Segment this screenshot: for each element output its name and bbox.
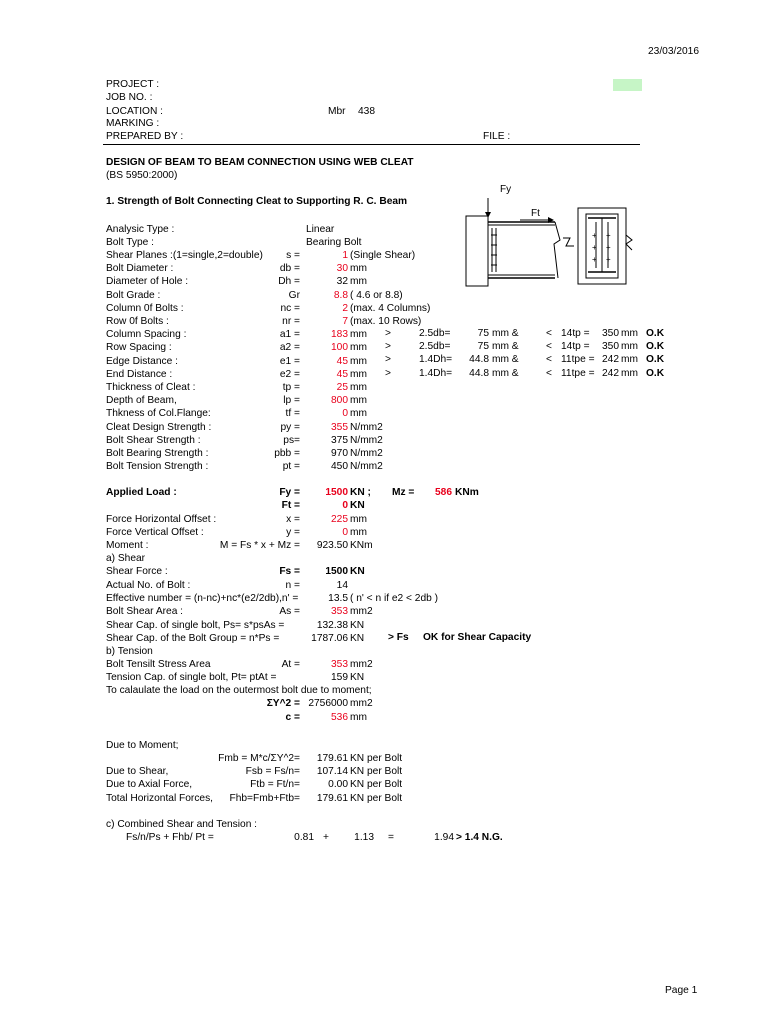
row-label: Shear Planes :(1=single,2=double)	[106, 250, 263, 261]
row-symbol: y =	[286, 527, 300, 539]
row-unit: mm	[350, 527, 367, 539]
force-unit: KN per Bolt	[350, 753, 403, 764]
mz-unit: KNm	[455, 487, 479, 498]
check-unit2: mm	[621, 354, 638, 366]
svg-text:+: +	[606, 255, 611, 264]
row-symbol: a1 =	[279, 329, 300, 341]
svg-text:+: +	[592, 243, 597, 252]
force-label: Due to Shear,	[106, 766, 169, 778]
analysis-type-value: Linear	[306, 224, 335, 235]
svg-text:+: +	[592, 255, 597, 264]
check-value2: 242	[602, 354, 619, 366]
file-label: FILE :	[483, 131, 511, 142]
check-lt: <	[546, 328, 552, 339]
check-unit1: mm &	[492, 367, 519, 379]
row-value: 14	[336, 580, 348, 591]
row-value: 225	[331, 514, 348, 525]
check-rule2: 11tpe =	[561, 367, 595, 379]
row-symbol: lp =	[283, 395, 300, 407]
check-value1: 75	[477, 328, 489, 339]
row-value: 100	[331, 342, 348, 354]
force-value: 0.00	[328, 779, 348, 791]
check-unit1: mm &	[492, 341, 519, 353]
row-symbol: tf =	[285, 408, 300, 420]
check-ok: O.K	[646, 341, 665, 353]
svg-text:+: +	[592, 231, 597, 240]
row-unit: mm	[350, 276, 367, 288]
row-unit: mm	[350, 342, 367, 354]
check-value1: 75	[477, 341, 489, 353]
mbr-label: Mbr	[328, 106, 346, 117]
standard-ref: (BS 5950:2000)	[106, 170, 178, 181]
document-title: DESIGN OF BEAM TO BEAM CONNECTION USING WEB CLEAT	[106, 157, 414, 168]
row-label: Tension Cap. of single bolt, Pt= ptAt =	[106, 672, 277, 684]
row-value: 353	[331, 659, 348, 670]
header-rule	[103, 144, 640, 145]
row-symbol: e2 =	[279, 368, 300, 380]
check-ok: O.K	[646, 354, 665, 366]
row-symbol: py =	[280, 421, 300, 433]
page-number: Page 1	[665, 985, 698, 996]
bolt-type-value: Bearing Bolt	[306, 237, 362, 248]
combined-total: 1.94	[434, 832, 454, 843]
shear-heading: a) Shear	[106, 553, 146, 564]
row-label: Column 0f Bolts :	[106, 302, 184, 314]
row-label: Bolt Grade :	[106, 289, 161, 301]
row-unit: (max. 10 Rows)	[350, 316, 422, 327]
row-value: 1787.06	[311, 632, 348, 644]
ft-unit: KN	[350, 500, 365, 511]
shear-result-symbol: > Fs	[388, 632, 409, 643]
row-value: 0	[342, 527, 348, 539]
row-value: 375	[331, 434, 348, 446]
check-rule: 2.5db=	[419, 341, 451, 353]
force-label: Total Horizontal Forces,	[106, 792, 214, 804]
row-unit: mm	[350, 382, 367, 393]
combined-result: > 1.4 N.G.	[456, 832, 503, 843]
row-unit: KN	[350, 619, 365, 631]
svg-text:+: +	[606, 231, 611, 240]
moment-heading: Due to Moment;	[106, 740, 179, 751]
check-gt: >	[385, 354, 391, 366]
row-symbol: Dh =	[278, 276, 300, 288]
mbr-value: 438	[358, 106, 375, 117]
mz-symbol: Mz =	[392, 487, 415, 498]
tension-note: To calaulate the load on the outermost bolt due to moment;	[106, 685, 372, 696]
row-value: 13.5	[328, 593, 348, 605]
row-label: Cleat Design Strength :	[106, 421, 212, 433]
check-unit1: mm &	[492, 354, 519, 366]
row-value: 355	[331, 421, 348, 433]
row-label: Shear Cap. of the Bolt Group = n*Ps =	[106, 632, 280, 644]
row-label: Thickness of Cleat :	[106, 382, 196, 393]
location-label: LOCATION :	[106, 106, 163, 117]
row-unit: mm	[350, 395, 367, 407]
row-label: Bolt Tensilt Stress Area	[106, 659, 211, 670]
row-value: 2	[342, 302, 348, 314]
combined-v1: 0.81	[294, 832, 314, 843]
row-value: 132.38	[316, 619, 348, 631]
shear-force-label: Shear Force :	[106, 566, 168, 577]
sum-y2-value: 2756000	[308, 698, 348, 709]
row-symbol: nc =	[280, 302, 300, 314]
row-label: Shear Cap. of single bolt, Ps= s*psAs =	[106, 619, 285, 631]
row-unit: mm	[350, 408, 367, 420]
row-symbol: M = Fs * x + Mz =	[219, 540, 300, 552]
row-unit: KN	[350, 672, 365, 684]
check-rule2: 14tp =	[561, 341, 590, 353]
c-symbol: c =	[285, 712, 300, 723]
row-unit: N/mm2	[350, 461, 383, 473]
shear-result-text: OK for Shear Capacity	[423, 632, 532, 643]
fy-label: Fy	[500, 184, 512, 195]
force-symbol: Fmb = M*c/ΣY^2=	[218, 753, 300, 764]
force-symbol: Ftb = Ft/n=	[250, 779, 300, 791]
row-unit: (Single Shear)	[350, 250, 416, 261]
row-label: Moment :	[106, 540, 149, 552]
force-symbol: Fsb = Fs/n=	[245, 766, 300, 778]
applied-load-label: Applied Load :	[106, 487, 177, 498]
check-rule: 2.5db=	[419, 328, 451, 339]
force-value: 179.61	[316, 792, 348, 804]
check-lt: <	[546, 367, 552, 379]
row-value: 45	[336, 368, 348, 380]
row-unit: ( 4.6 or 8.8)	[350, 289, 403, 301]
project-label: PROJECT :	[106, 79, 160, 90]
row-symbol: Gr	[288, 289, 300, 301]
row-unit: KN	[350, 632, 365, 644]
check-value2: 350	[602, 341, 619, 353]
row-label: Row Spacing :	[106, 342, 172, 354]
row-value: 32	[336, 276, 348, 288]
highlight-cell	[613, 79, 642, 91]
sum-y2-symbol: ΣY^2 =	[266, 698, 300, 709]
row-symbol: db =	[279, 263, 300, 275]
row-unit: mm	[350, 368, 367, 380]
row-symbol: nr =	[282, 316, 300, 327]
row-label: Bolt Bearing Strength :	[106, 448, 209, 459]
check-unit2: mm	[621, 328, 638, 339]
force-unit: KN per Bolt	[350, 792, 403, 804]
marking-label: MARKING :	[106, 118, 160, 129]
row-label: End Distance :	[106, 368, 173, 380]
check-rule2: 11tpe =	[561, 354, 595, 366]
shear-force-symbol: Fs =	[279, 566, 300, 577]
row-unit: N/mm2	[350, 434, 383, 446]
row-label: Column Spacing :	[106, 329, 187, 341]
row-unit: mm	[350, 329, 367, 341]
row-unit: mm2	[350, 606, 373, 618]
row-symbol: ps=	[283, 434, 300, 446]
row-unit: mm2	[350, 659, 373, 670]
row-value: 7	[342, 316, 348, 327]
row-label: Bolt Shear Area :	[106, 606, 184, 618]
row-unit: N/mm2	[350, 421, 383, 433]
row-label: Edge Distance :	[106, 355, 178, 367]
check-lt: <	[546, 341, 552, 353]
check-unit2: mm	[621, 367, 638, 379]
combined-plus: +	[323, 832, 329, 843]
row-value: 25	[336, 382, 348, 393]
row-unit: N/mm2	[350, 448, 383, 459]
force-unit: KN per Bolt	[350, 779, 403, 791]
fy-unit: KN ;	[350, 487, 371, 498]
force-unit: KN per Bolt	[350, 766, 403, 778]
check-value2: 350	[602, 328, 619, 339]
combined-eq: =	[388, 832, 394, 843]
check-unit2: mm	[621, 341, 638, 353]
check-rule2: 14tp =	[561, 328, 590, 339]
c-unit: mm	[350, 712, 367, 723]
row-value: 923.50	[316, 540, 348, 552]
check-gt: >	[385, 367, 391, 379]
date: 23/03/2016	[648, 46, 699, 57]
row-unit: ( n' < n if e2 < 2db )	[350, 593, 439, 605]
c-value: 536	[331, 712, 348, 723]
row-unit: mm	[350, 263, 367, 275]
row-label: Depth of Beam,	[106, 395, 177, 407]
row-value: 353	[331, 606, 348, 618]
combined-v2: 1.13	[354, 832, 374, 843]
row-label: Thkness of Col.Flange:	[106, 408, 211, 420]
row-value: 800	[331, 395, 348, 407]
row-label: Effective number = (n-nc)+nc*(e2/2db),n' =	[106, 593, 299, 605]
row-unit: mm	[350, 514, 367, 525]
row-value: 183	[331, 329, 348, 341]
check-value1: 44.8	[469, 367, 489, 379]
row-value: 450	[331, 461, 348, 473]
row-value: 45	[336, 355, 348, 367]
ft-symbol: Ft =	[281, 500, 300, 511]
connection-diagram	[460, 180, 640, 290]
combined-heading: c) Combined Shear and Tension :	[106, 819, 258, 830]
row-symbol: n =	[285, 580, 300, 591]
row-label: Force Vertical Offset :	[106, 527, 204, 539]
row-label: Bolt Tension Strength :	[106, 461, 209, 473]
row-unit: mm	[350, 355, 367, 367]
row-symbol: a2 =	[279, 342, 300, 354]
check-rule: 1.4Dh=	[419, 367, 453, 379]
row-label: Bolt Shear Strength :	[106, 434, 201, 446]
check-lt: <	[546, 354, 552, 366]
row-symbol: x =	[286, 514, 300, 525]
row-symbol: tp =	[282, 382, 300, 393]
check-gt: >	[385, 341, 391, 353]
ft-value: 0	[342, 500, 348, 511]
force-symbol: Fhb=Fmb+Ftb=	[229, 792, 300, 804]
combined-formula: Fs/n/Ps + Fhb/ Pt =	[126, 832, 214, 843]
force-label: Due to Axial Force,	[106, 779, 193, 791]
analysis-type-label: Analysic Type :	[106, 224, 175, 235]
row-label: Bolt Diameter :	[106, 263, 174, 275]
row-unit: KNm	[350, 540, 373, 552]
job-no-label: JOB NO. :	[106, 92, 153, 103]
row-value: 1	[342, 250, 348, 261]
section1-title: 1. Strength of Bolt Connecting Cleat to Supporting R. C. Beam	[106, 196, 408, 207]
row-label: Diameter of Hole :	[106, 276, 189, 288]
row-value: 159	[331, 672, 348, 684]
row-symbol: pt =	[282, 461, 300, 473]
check-gt: >	[385, 328, 391, 339]
sum-y2-unit: mm2	[350, 698, 373, 709]
check-ok: O.K	[646, 367, 665, 379]
shear-force-unit: KN	[350, 566, 365, 577]
ft-label: Ft	[531, 208, 540, 219]
mz-value: 586	[435, 487, 452, 498]
check-unit1: mm &	[492, 328, 519, 339]
check-value2: 242	[602, 367, 619, 379]
check-rule: 1.4Dh=	[419, 354, 453, 366]
row-symbol: e1 =	[279, 355, 300, 367]
row-label: Actual No. of Bolt :	[106, 580, 191, 591]
check-value1: 44.8	[469, 354, 489, 366]
check-ok: O.K	[646, 328, 665, 339]
force-value: 179.61	[316, 753, 348, 764]
row-value: 970	[331, 448, 348, 459]
fy-symbol: Fy =	[279, 487, 300, 498]
force-value: 107.14	[316, 766, 348, 778]
prepared-by-label: PREPARED BY :	[106, 131, 184, 142]
row-symbol: s =	[286, 250, 300, 261]
bolt-type-label: Bolt Type :	[106, 237, 154, 248]
row-symbol: As =	[279, 606, 300, 618]
row-value: 8.8	[333, 289, 348, 301]
row-label: Row 0f Bolts :	[106, 316, 169, 327]
fy-value: 1500	[325, 487, 348, 498]
tension-heading: b) Tension	[106, 646, 153, 657]
row-value: 30	[336, 263, 348, 275]
svg-text:+: +	[606, 243, 611, 252]
row-value: 0	[342, 408, 348, 420]
shear-force-value: 1500	[325, 566, 348, 577]
row-label: Force Horizontal Offset :	[106, 514, 217, 525]
row-symbol: pbb =	[274, 448, 300, 459]
row-symbol: At =	[281, 659, 300, 670]
row-unit: (max. 4 Columns)	[350, 302, 431, 314]
